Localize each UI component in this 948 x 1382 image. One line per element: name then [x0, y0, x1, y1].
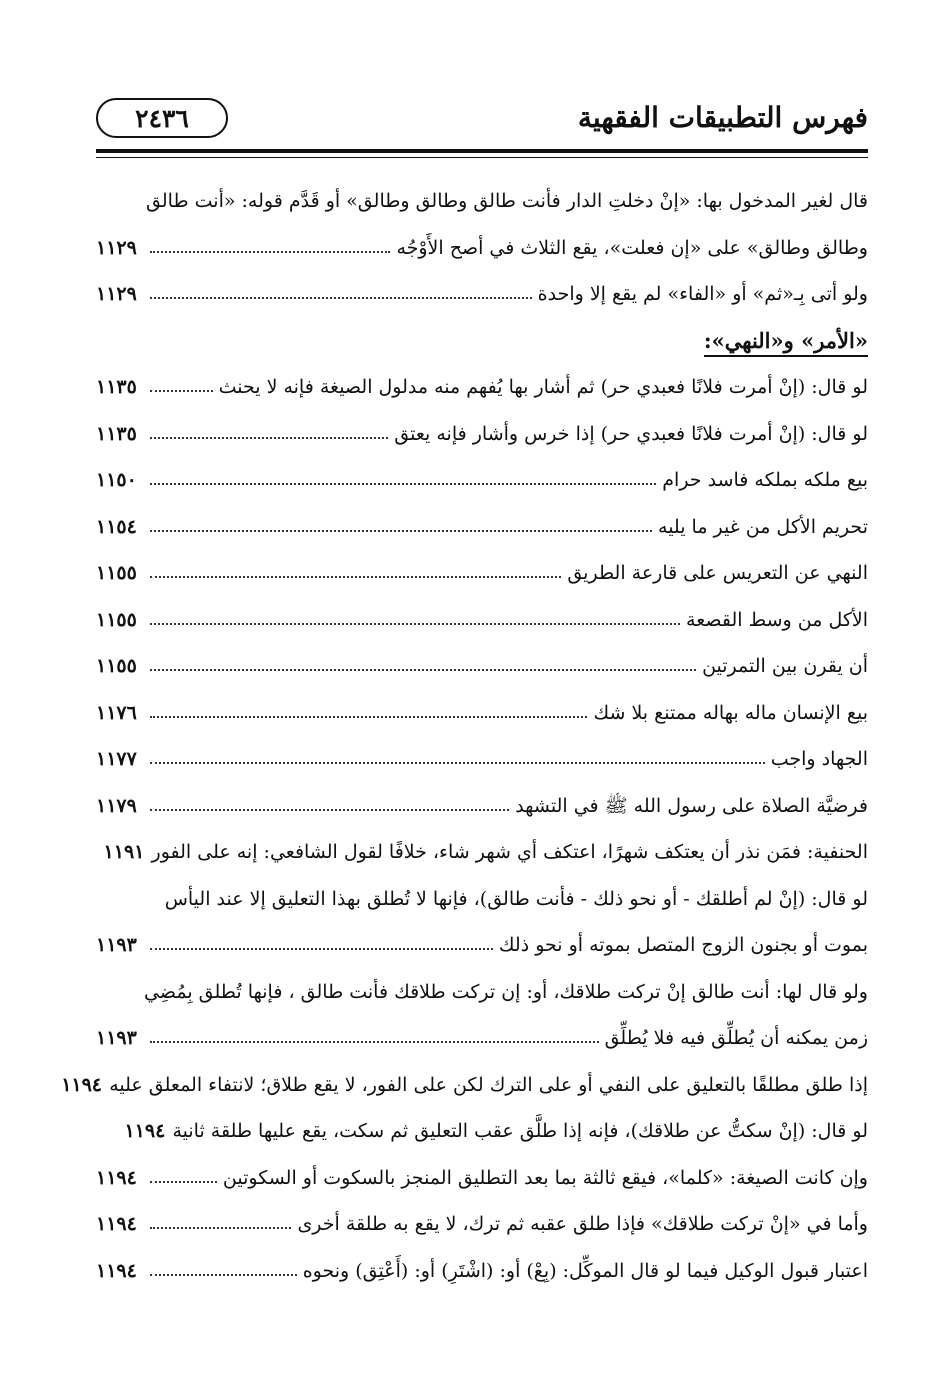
index-entry — [96, 829, 868, 876]
section-heading-text: «الأمر» و«النهي»: — [704, 328, 868, 357]
entry-page: ١١٩٤ — [96, 1166, 137, 1189]
index-entry — [96, 690, 868, 737]
index-entry — [96, 271, 868, 318]
header-rule-thick — [96, 149, 868, 153]
entry-text: لو قال: (إنْ لم أطلقك - أو نحو ذلك - فأنت طالق)، فإنها لا تُطلق بهذا التعليق إلا عند اليأس — [164, 887, 868, 910]
index-entry — [96, 597, 868, 644]
entry-page: ١١٣٥ — [96, 376, 137, 398]
leader-dots — [150, 623, 680, 625]
entry-page: ١١٧٦ — [96, 701, 137, 724]
entry-text: بيع ملكه بملكه فاسد حرام — [662, 469, 868, 491]
entry-text: لو قال: (إنْ أمرت فلانًا فعبدي حر) إذا خرس وأشار فإنه يعتق — [394, 422, 868, 445]
leader-dots — [150, 576, 561, 578]
entry-page: ١١٢٩ — [96, 283, 137, 305]
entry-text: لو قال: (إنْ سكتُّ عن طلاقك)، فإنه إذا طلَّق عقب التعليق ثم سكت، يقع عليها طلقة ثانية — [172, 1120, 868, 1142]
leader-dots — [150, 251, 390, 253]
entry-text: تحريم الأكل من غير ما يليه — [658, 515, 868, 538]
index-entry — [61, 1062, 868, 1109]
index-entry — [96, 783, 868, 830]
index-entry — [96, 504, 868, 551]
index-entry — [96, 457, 868, 504]
entry-page: ١١٧٩ — [96, 794, 137, 817]
entry-text: الأكل من وسط القصعة — [686, 608, 868, 631]
page-number-badge: ٢٤٣٦ — [96, 98, 228, 138]
leader-dots — [150, 1227, 291, 1229]
leader-dots — [150, 762, 765, 764]
index-entry — [96, 550, 868, 597]
entry-page: ١١٩٤ — [96, 1213, 137, 1235]
index-entry — [96, 876, 868, 923]
entry-page: ١١٥٠ — [96, 469, 137, 491]
leader-dots — [150, 716, 587, 718]
entry-text: فرضيَّة الصلاة على رسول الله ﷺ في التشهد — [515, 794, 868, 817]
entry-page: ١١٩١ — [103, 841, 145, 863]
entry-page: ١١٩٤ — [124, 1120, 166, 1142]
entry-page: ١١٩٤ — [96, 1259, 137, 1282]
leader-dots — [150, 530, 652, 532]
leader-dots — [150, 390, 213, 392]
leader-dots — [150, 669, 696, 671]
entry-text: وطالق وطالق» على «إن فعلت»، يقع الثلاث في أصح الأَوْجُه — [396, 236, 868, 259]
leader-dots — [150, 437, 388, 439]
entry-text: النهي عن التعريس على قارعة الطريق — [567, 562, 868, 584]
entry-page: ١١٥٥ — [96, 608, 137, 631]
leader-dots — [150, 1181, 217, 1183]
entry-text: الحنفية: فمَن نذر أن يعتكف شهرًا، اعتكف أي شهر شاء، خلافًا لقول الشافعي: إنه على الفور — [151, 841, 868, 863]
entry-text: زمن يمكنه أن يُطلِّق فيه فلا يُطلِّق — [604, 1027, 868, 1049]
leader-dots — [150, 297, 532, 299]
entry-page: ١١٣٥ — [96, 422, 137, 445]
entry-page: ١١٥٤ — [96, 515, 137, 538]
entry-text: إذا طلق مطلقًا بالتعليق على النفي أو على الترك لكن على الفور، لا يقع طلاق؛ لانتفاء المعلق عليه — [109, 1073, 868, 1096]
entry-page: ١١٢٩ — [96, 236, 137, 259]
index-entry — [96, 1108, 868, 1155]
leader-dots — [150, 948, 493, 950]
leader-dots — [150, 809, 509, 811]
index-entry — [96, 736, 868, 783]
entry-page: ١١٩٣ — [96, 1027, 137, 1049]
entry-text: أن يقرن بين التمرتين — [702, 655, 868, 677]
entry-page: ١١٧٧ — [96, 748, 137, 770]
entry-text: اعتبار قبول الوكيل فيما لو قال الموكِّل: (بِعْ) أو: (اشْتَرِ) أو: (أَعْتِق) ونحوه — [302, 1259, 868, 1282]
page-header — [96, 92, 868, 152]
entry-page: ١١٩٣ — [96, 934, 137, 956]
entry-text: وأما في «إنْ تركت طلاقك» فإذا طلق عقبه ثم ترك، لا يقع به طلقة أخرى — [297, 1213, 868, 1235]
index-entry — [96, 969, 868, 1016]
entry-text: لو قال: (إنْ أمرت فلانًا فعبدي حر) ثم أشار بها يُفهم منه مدلول الصيغة فإنه لا يحنث — [218, 376, 868, 398]
entry-text: الجهاد واجب — [770, 748, 868, 770]
entry-text: بيع الإنسان ماله بهاله ممتنع بلا شك — [593, 701, 868, 724]
entry-text: بموت أو بجنون الزوج المتصل بموته أو نحو ذلك — [498, 934, 868, 956]
leader-dots — [150, 483, 656, 485]
header-rule-thin — [96, 157, 868, 158]
entry-page: ١١٩٤ — [61, 1073, 103, 1096]
leader-dots — [150, 1041, 599, 1043]
index-entry — [96, 225, 868, 272]
section-heading — [96, 318, 868, 365]
index-entry — [96, 178, 868, 225]
entry-text: قال لغير المدخول بها: «إنْ دخلتِ الدار فأنت طالق وطالق وطالق» أو قَدَّم قوله: «أنت طالق — [146, 190, 868, 212]
entry-page: ١١٥٥ — [96, 655, 137, 677]
index-entry — [96, 1201, 868, 1248]
index-entry — [96, 1015, 868, 1062]
index-entry — [96, 364, 868, 411]
index-entry — [96, 1248, 868, 1295]
index-entry — [96, 411, 868, 458]
index-entry — [96, 643, 868, 690]
index-list — [61, 178, 868, 1294]
entry-text: وإن كانت الصيغة: «كلما»، فيقع ثالثة بما بعد التطليق المنجز بالسكوت أو السكوتين — [222, 1166, 868, 1189]
running-title: فهرس التطبيقات الفقهية — [577, 101, 868, 134]
entry-page: ١١٥٥ — [96, 562, 137, 584]
leader-dots — [150, 1274, 297, 1276]
entry-text: ولو أتى بِـ«ثم» أو «الفاء» لم يقع إلا واحدة — [537, 283, 868, 305]
entry-text: ولو قال لها: أنت طالق إنْ تركت طلاقك، أو: إن تركت طلاقك فأنت طالق ، فإنها تُطلق بِمُضِي — [144, 980, 868, 1003]
index-entry — [96, 1155, 868, 1202]
index-entry — [96, 922, 868, 969]
